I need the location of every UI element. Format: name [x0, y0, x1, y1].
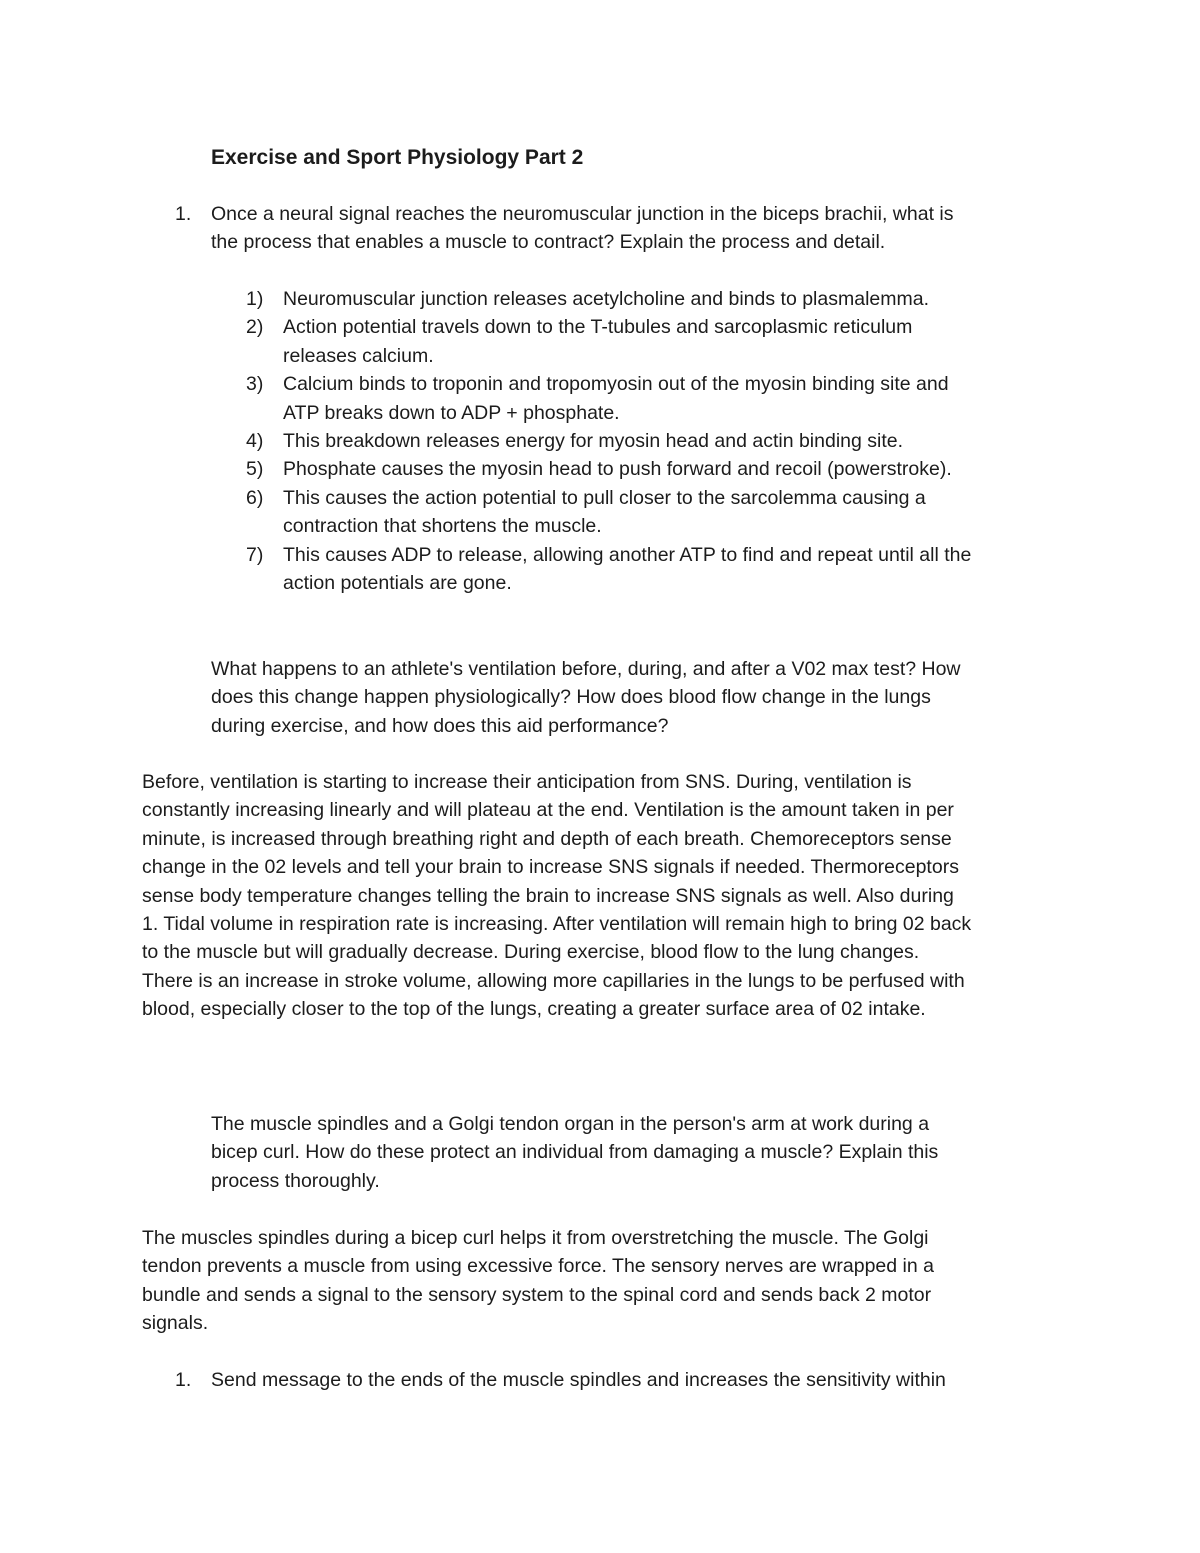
step-text: Calcium binds to troponin and tropomyosin out of the myosin binding site and [283, 373, 949, 396]
step-text: action potentials are gone. [283, 572, 512, 594]
answer-2-line: blood, especially closer to the top of the lungs, creating a greater surface area of 02 intake. [142, 998, 926, 1021]
answer-2-line: There is an increase in stroke volume, allowing more capillaries in the lungs to be perfused with [142, 969, 965, 992]
question-2 [211, 655, 1091, 740]
question-3-line: bicep curl. How do these protect an individual from damaging a muscle? Explain this [211, 1141, 939, 1164]
answer-2-line: to the muscle but will gradually decrease. During exercise, blood flow to the lung changes. [142, 941, 920, 964]
step-text: This causes the action potential to pull closer to the sarcolemma causing a [283, 486, 926, 509]
question-3 [211, 1110, 1091, 1195]
answer-2 [142, 768, 971, 1024]
answer-2-line: constantly increasing linearly and will plateau at the end. Ventilation is the amount taken in per [142, 799, 954, 822]
list-item-text: Send message to the ends of the muscle spindles and increases the sensitivity within [211, 1369, 946, 1391]
question-2-line: What happens to an athlete's ventilation before, during, and after a V02 max test? How [211, 658, 961, 680]
answer-3-list [0, 1366, 1200, 1396]
step-text: ATP breaks down to ADP + phosphate. [283, 401, 620, 424]
steps-list [0, 285, 1200, 605]
step-text: Action potential travels down to the T-tubules and sarcoplasmic reticulum [283, 316, 913, 339]
answer-2-line: 1. Tidal volume in respiration rate is increasing. After ventilation will remain high to bring 02 back [142, 913, 972, 936]
question-1-text [211, 200, 1091, 257]
step-number: 7) [246, 543, 264, 566]
question-3-line: The muscle spindles and a Golgi tendon organ in the person's arm at work during a [211, 1113, 930, 1135]
step-number: 3) [246, 373, 264, 396]
question-1-line: Once a neural signal reaches the neuromuscular junction in the biceps brachii, what is [211, 203, 954, 225]
answer-2-line: change in the 02 levels and tell your brain to increase SNS signals if needed. Thermoreceptors [142, 856, 959, 879]
answer-2-line: minute, is increased through breathing right and depth of each breath. Chemoreceptors sense [142, 827, 952, 850]
question-2-line: does this change happen physiologically? How does blood flow change in the lungs [211, 686, 931, 709]
question-3-line: process thoroughly. [211, 1169, 380, 1192]
question-1-line: the process that enables a muscle to contract? Explain the process and detail. [211, 231, 886, 254]
answer-3 [142, 1224, 934, 1338]
answer-2-line: sense body temperature changes telling the brain to increase SNS signals as well. Also during [142, 884, 954, 907]
step-number: 4) [246, 430, 264, 452]
step-number: 5) [246, 458, 264, 481]
answer-3-line: tendon prevents a muscle from using excessive force. The sensory nerves are wrapped in a [142, 1255, 934, 1278]
answer-3-line: The muscles spindles during a bicep curl helps it from overstretching the muscle. The Golgi [142, 1227, 929, 1249]
step-text: contraction that shortens the muscle. [283, 515, 602, 538]
step-number: 6) [246, 486, 264, 509]
document-title: Exercise and Sport Physiology Part 2 [211, 146, 584, 169]
question-1 [0, 200, 1200, 260]
step-number: 2) [246, 316, 264, 339]
answer-3-line: signals. [142, 1312, 209, 1335]
step-text: releases calcium. [283, 344, 434, 367]
answer-3-line: bundle and sends a signal to the sensory system to the spinal cord and sends back 2 motor [142, 1283, 932, 1306]
step-text: Phosphate causes the myosin head to push forward and recoil (powerstroke). [283, 458, 952, 481]
step-text: Neuromuscular junction releases acetylcholine and binds to plasmalemma. [283, 288, 929, 310]
list-item-number: 1. [175, 1369, 192, 1391]
answer-2-line: Before, ventilation is starting to increase their anticipation from SNS. During, ventilation is [142, 771, 912, 793]
question-2-line: during exercise, and how does this aid performance? [211, 714, 669, 737]
question-1-number: 1. [175, 203, 192, 225]
step-text: This causes ADP to release, allowing another ATP to find and repeat until all the [283, 543, 972, 566]
step-number: 1) [246, 288, 264, 310]
step-text: This breakdown releases energy for myosin head and actin binding site. [283, 430, 904, 452]
